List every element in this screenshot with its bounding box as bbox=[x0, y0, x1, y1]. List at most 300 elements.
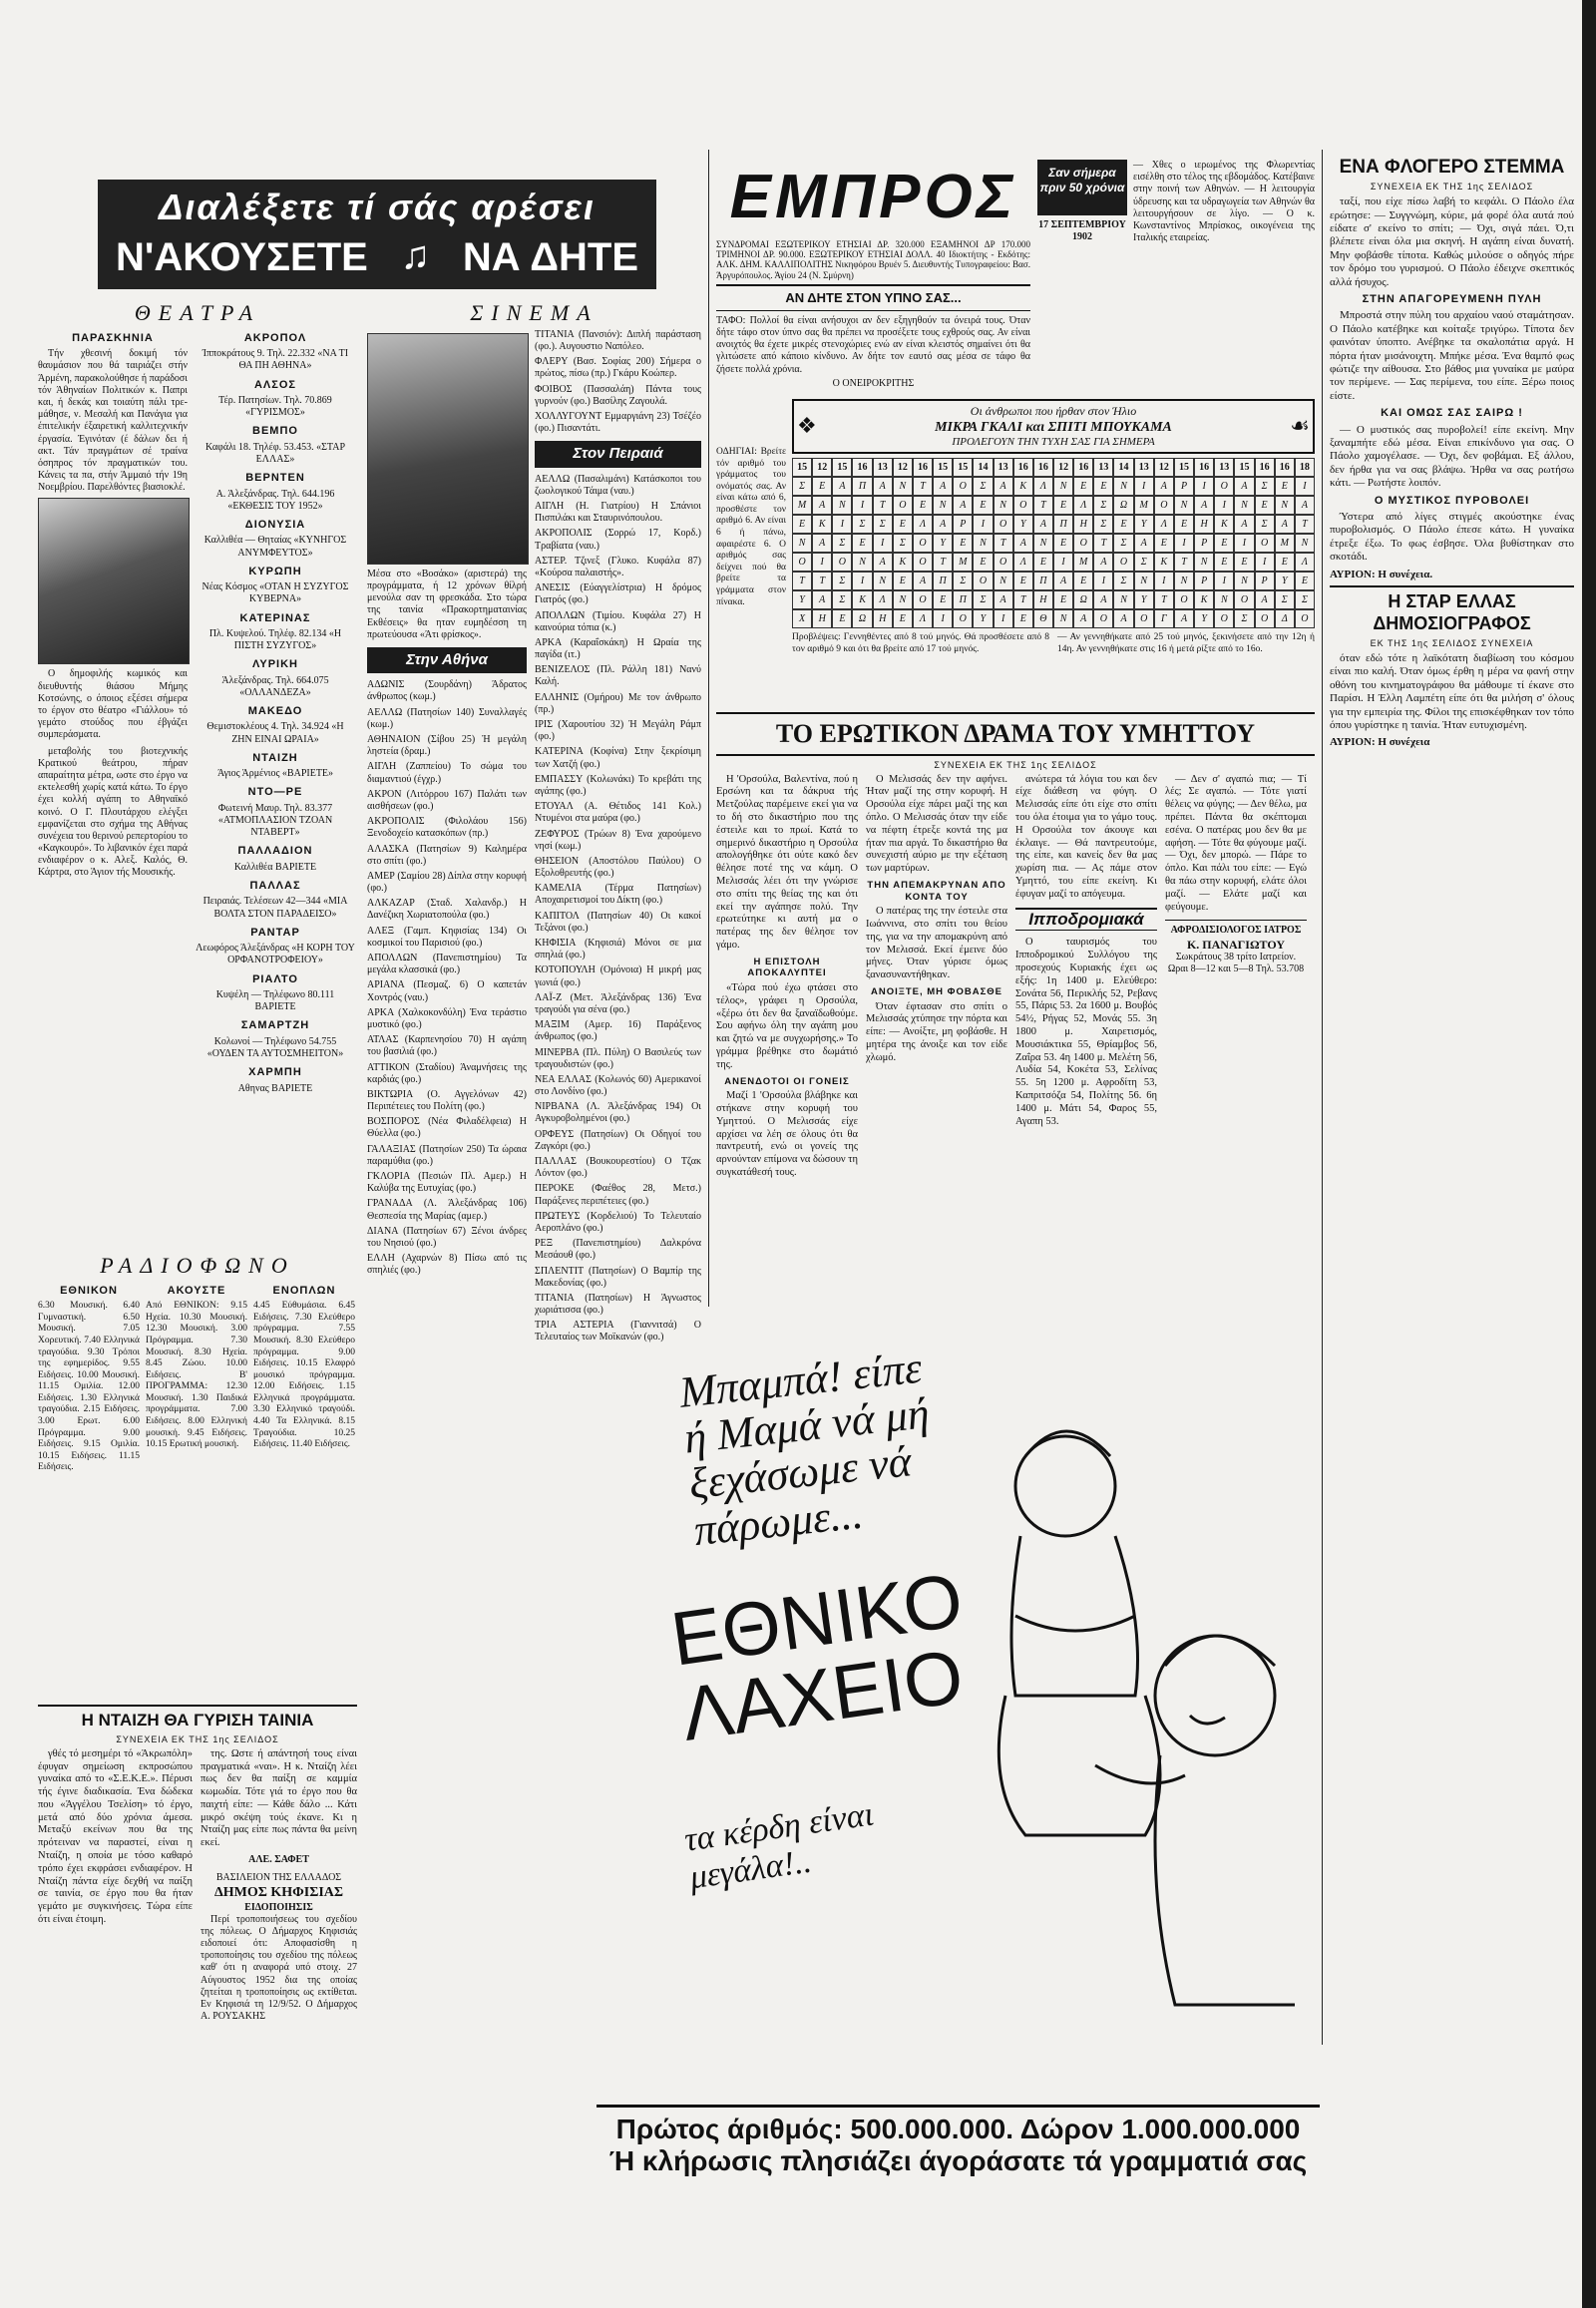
horoscope-letter-cell: Ν bbox=[832, 496, 852, 515]
theatre-venue-name: ΧΑΡΜΠΗ bbox=[248, 1066, 302, 1079]
horoscope-letter-cell: Ε bbox=[1255, 496, 1275, 515]
horoscope-letter-cell: Λ bbox=[913, 515, 933, 534]
cinema-listing: ΟΡΦΕΥΣ (Πατησίων) Οι Οδηγοί του Ζαγκόρι (φο.) bbox=[535, 1128, 701, 1152]
horoscope-letter-cell: Α bbox=[933, 515, 953, 534]
cinema-listing: ΑΠΟΛΛΩΝ (Πανεπιστημίου) Τα μεγάλα κλασσικά (φο.) bbox=[367, 953, 527, 976]
horoscope-letter-cell: Ν bbox=[873, 572, 893, 590]
horoscope-letter-cell: Λ bbox=[1295, 553, 1315, 572]
horoscope-number-cell: 12 bbox=[812, 458, 832, 477]
horoscope-letter-cell: Ρ bbox=[1174, 477, 1194, 496]
horoscope-letter-cell: Ι bbox=[1093, 572, 1113, 590]
horoscope-letter-cell: Ι bbox=[1255, 553, 1275, 572]
horoscope-letter-cell: Σ bbox=[1134, 553, 1154, 572]
horoscope-letter-cell: Ο bbox=[1013, 496, 1033, 515]
cinema-listing: ΖΕΦΥΡΟΣ (Τρώων 8) Ένα χαρούμενο νησί (κωμ.) bbox=[535, 828, 701, 852]
horoscope-letter-cell: Τ bbox=[812, 572, 832, 590]
banner-line1: Διαλέξετε τί σάς αρέσει bbox=[159, 187, 596, 227]
cinema-listing: ΒΟΣΠΟΡΟΣ (Νέα Φιλαδέλφεια) Η Θύελλα (φο.) bbox=[367, 1116, 527, 1140]
dentist-line1: ΑΦΡΟΔΙΣΙΟΛΟΓΟΣ ΙΑΤΡΟΣ bbox=[1170, 925, 1302, 937]
cinema-listing: ΤΡΙΑ ΑΣΤΕΡΙΑ (Γιαννιτσά) Ο Τελευταίος των Μοϊκανών (φο.) bbox=[535, 1320, 701, 1344]
dreams-sign: Ο ΟΝΕΙΡΟΚΡΙΤΗΣ bbox=[832, 377, 915, 389]
right-head-mid-2: ΚΑΙ ΟΜΩΣ ΣΑΣ ΣΑΙΡΩ ! bbox=[1381, 407, 1523, 420]
horoscope-number-cell: 12 bbox=[1154, 458, 1174, 477]
horoscope-letter-cell: Ε bbox=[1013, 609, 1033, 628]
right-text-1: ταξί, που είχε πίσω λαβή το κεφάλι. Ο Πάολο έλα ερώτησε: — Συγγνώμη, κύριε, μά φορέ όλα αυτά πού είδατε σ' εκείνο το σπίτι; — Όχι, σιγά πάει. Ό,τι βλέπετε είναι όλα μια σκηνή. Η αγάπη είναι δυνατή. Μην φοβάσθε τίποτα. Καθώς μιλούσε ο οδηγός πήρε τον δρόμο του γυρισμού. Ο Πάολο έδειχνε σκεπτικός αλλά ήσυχος. bbox=[1330, 195, 1574, 288]
horoscope-letter-cell: Τ bbox=[1174, 553, 1194, 572]
horoscope-letter-cell: Λ bbox=[1154, 515, 1174, 534]
horoscope-letter-cell: Α bbox=[812, 496, 832, 515]
cinema-listing: ΑΠΟΛΛΩΝ (Τιμίου. Κυφάλα 27) Η καινούρια τόπια (κ.) bbox=[535, 609, 701, 633]
horoscope-letter-cell: Α bbox=[994, 590, 1013, 609]
lottery-footer bbox=[597, 2105, 1320, 2177]
horoscope-letter-cell: Α bbox=[1093, 553, 1113, 572]
horoscope-letter-cell: Ι bbox=[1134, 477, 1154, 496]
cinema-listing: ΝΕΑ ΕΛΛΑΣ (Κολωνός 60) Αμερικανοί στο Λονδίνο (φο.) bbox=[535, 1073, 701, 1098]
horoscope-letter-cell: Σ bbox=[1113, 572, 1133, 590]
horoscope-letter-cell: Σ bbox=[1275, 590, 1295, 609]
arts-section bbox=[38, 150, 701, 2264]
horoscope-letter-cell: Ε bbox=[1073, 572, 1093, 590]
cinema-listing: ΤΙΤΑΝΙΑ (Πατησίων) Η Άγνωστος χωριάτισσα (φο.) bbox=[535, 1292, 701, 1317]
horoscope-letter-cell: Ε bbox=[1234, 553, 1254, 572]
horoscope-letter-cell: Ν bbox=[1113, 477, 1133, 496]
daisy-subhead: ΣΥΝΕΧΕΙΑ ΕΚ ΤΗΣ 1ης ΣΕΛΙΔΟΣ bbox=[116, 1733, 279, 1744]
horoscope-letter-cell: Ι bbox=[933, 609, 953, 628]
theatre-venue-name: ΚΑΤΕΡΙΝΑΣ bbox=[239, 611, 311, 624]
cinema-listing: ΑΡΙΑΝΑ (Πεσμαζ. 6) Ο καπετάν Χοντρός (ναυ.) bbox=[367, 979, 527, 1003]
theatre-venue-info: Πλ. Κυψελού. Τηλέφ. 82.134 «Η ΠΙΣΤΗ ΣΥΖΥΓΟΣ» bbox=[208, 627, 342, 652]
drama-col1-head2: Η ΕΠΙΣΤΟΛΗ ΑΠΟΚΑΛΥΠΤΕΙ bbox=[747, 956, 827, 979]
horoscope-letter-cell: Ο bbox=[913, 553, 933, 572]
horoscope-letter-cell: Ο bbox=[1154, 496, 1174, 515]
horoscope-letter-cell: Α bbox=[933, 477, 953, 496]
lottery-footer-1: Πρώτος άριθμός: 500.000.000. Δώρον 1.000.000.000 bbox=[615, 2114, 1301, 2144]
horoscope-letter-cell: Ε bbox=[1295, 572, 1315, 590]
horoscope-letter-cell: Τ bbox=[994, 534, 1013, 553]
horoscope-letter-cell: Α bbox=[1295, 496, 1315, 515]
radio-column bbox=[253, 1282, 355, 1474]
history-text: — Χθες ο ιερωμένος της Φλωρεντίας εισέλθη στο τέλος της εβδομάδος. Κατέβαινε στην ποινή των Αθηνών. — Η λειτουργία ύδρευσης και τα υδραγωγεία των Αθηνών θα λειτουργήσουν σε λίγο. — Ο κ. Κωνσταντίνος Μπρίσκος, οικογένεια της Ιταλικής εταιρείας. bbox=[1133, 160, 1315, 244]
horoscope-letter-cell: Ν bbox=[1295, 534, 1315, 553]
horoscope-letter-cell: Υ bbox=[1194, 609, 1214, 628]
athens-heading: Στην Αθήνα bbox=[367, 647, 527, 673]
horoscope-number-cell: 13 bbox=[1214, 458, 1234, 477]
radio-column-title: ΕΘΝΙΚΟΝ bbox=[60, 1284, 118, 1297]
horoscope-letter-cell: Ο bbox=[1255, 609, 1275, 628]
lottery-ad bbox=[616, 1307, 1315, 2105]
horoscope-letter-cell: Η bbox=[812, 609, 832, 628]
cinema-listing: ΠΕΡΟΚΕ (Φαέθος 28, Μετσ.) Παράξενες περιπέτειες (φο.) bbox=[535, 1183, 701, 1207]
horoscope-letter-cell: Α bbox=[1134, 534, 1154, 553]
cinema-listing: ΤΙΤΑΝΙΑ (Πανσιόν): Διπλή παράσταση (φο.). Αυγουστιο Ναπόλεο. bbox=[535, 328, 701, 353]
horoscope-letter-cell: Λ bbox=[913, 609, 933, 628]
horoscope-letter-cell: Ν bbox=[1053, 477, 1073, 496]
cinema-listing: ΙΡΙΣ (Χαρουτίου 32) Ή Μεγάλη Ράμπ (φο.) bbox=[535, 719, 701, 743]
horoscope-letter-cell: Α bbox=[812, 534, 832, 553]
cinema-listing: ΦΛΕΡΥ (Βασ. Σοφίας 200) Σήμερα ο πρώτος, πίσω (πρ.) Γκάρυ Κοώπερ. bbox=[535, 356, 701, 380]
horoscope-letter-cell: Ο bbox=[953, 609, 973, 628]
cinema-listing: ΚΑΤΕΡΙΝΑ (Κοφίνα) Στην ξεκρίσιμη των Χατζή (φο.) bbox=[535, 746, 701, 770]
horoscope-letter-cell: Ο bbox=[953, 477, 973, 496]
drama-col1c: Μαζί 1 'Ορσούλα βλάβηκε και στήκανε στην κορυφή του Υμηττού. Ο Μελισσάς είχε αρχίσει να λέη σε όλους ότι θα παντρευτή, ενώ οι γονείς της αρνούνταν επίμονα να δώσουν τη συγκατάθεσή τους. bbox=[716, 1090, 858, 1178]
cinema-listing: ΑΔΩΝΙΣ (Σουρδάνη) Άδρατος άνθρωπος (κωμ.) bbox=[367, 679, 527, 703]
horoscope-letter-cell: Α bbox=[1255, 590, 1275, 609]
horoscope-letter-cell: Τ bbox=[1033, 496, 1053, 515]
cinema-listing: ΑΣΤΕΡ. Τζινεξ (Γλυκο. Κυφάλα 87) «Κούρσα παλαιστής». bbox=[535, 555, 701, 578]
horoscope-letter-cell: Ε bbox=[812, 477, 832, 496]
horoscope-letter-cell: Ε bbox=[1073, 477, 1093, 496]
horoscope-letter-cell: Η bbox=[1194, 515, 1214, 534]
right-head-mid: ΣΤΗΝ ΑΠΑΓΟΡΕΥΜΕΝΗ ΠΥΛΗ bbox=[1362, 292, 1542, 305]
horoscope-letter-cell: Π bbox=[953, 590, 973, 609]
right-head-mid-3: Ο ΜΥΣΤΙΚΟΣ ΠΥΡΟΒΟΛΕΙ bbox=[1374, 494, 1530, 507]
dreams-text: ΤΑΦΟ: Πολλοί θα είναι ανήσυχοι αν δεν εξηγηθούν τα όνειρά τους. Όταν δήτε τάφο στον ύπνο σας θα πρέπει να προσέξετε τους εχθρούς σας. Αν είναι ανοιχτός θα έχετε μικρές στενοχώριες ενώ αν είναι κλειστός σημαίνει ότι θα γλιτώσετε από κάποιο κίνδυνο. Αν δήτε τον εαυτό σας μέσα σε τάφο θα ζήσετε πολλά χρόνια. bbox=[716, 314, 1030, 375]
horoscope-letter-cell: Λ bbox=[1073, 496, 1093, 515]
horoscope-letter-cell: Σ bbox=[873, 515, 893, 534]
horoscope-number-cell: 14 bbox=[1113, 458, 1133, 477]
history-date: 17 ΣΕΠΤΕΜΒΡΙΟΥ 1902 bbox=[1038, 219, 1126, 243]
horoscope-letter-cell: Ν bbox=[1275, 496, 1295, 515]
horoscope-letter-cell: Ν bbox=[1174, 572, 1194, 590]
horoscope-letter-cell: Ν bbox=[792, 534, 812, 553]
horoscope-letter-cell: Ο bbox=[1174, 590, 1194, 609]
horoscope-letter-cell: Ν bbox=[1053, 609, 1073, 628]
horoscope-letter-cell: Θ bbox=[1033, 609, 1053, 628]
horoscope-letter-cell: Ε bbox=[1154, 534, 1174, 553]
horoscope-letter-cell: Σ bbox=[1093, 496, 1113, 515]
cinema-listing: ΚΑΠΙΤΟΛ (Πατησίων 40) Οι κακοί Τεξάνοι (φο.) bbox=[535, 910, 701, 934]
horoscope-letter-cell: Ο bbox=[994, 515, 1013, 534]
horoscope-letter-cell: Α bbox=[1234, 515, 1254, 534]
cinema-listing: ΑΘΗΝΑΙΟΝ (Σίβου 25) Ή μεγάλη ληστεία (δραμ.) bbox=[367, 734, 527, 758]
horoscope-number-cell: 13 bbox=[1134, 458, 1154, 477]
horoscope-letter-cell: Ε bbox=[1013, 572, 1033, 590]
horoscope-letter-cell: Ο bbox=[913, 534, 933, 553]
horoscope-letter-cell: Ε bbox=[1275, 477, 1295, 496]
dentist-line2: Κ. ΠΑΝΑΓΙΩΤΟΥ bbox=[1186, 937, 1286, 952]
history-box bbox=[1037, 160, 1315, 244]
horoscope-letter-cell: Υ bbox=[973, 609, 993, 628]
horoscope-letter-cell: Ω bbox=[852, 609, 872, 628]
horoscope-letter-cell: Ι bbox=[1053, 553, 1073, 572]
horoscope-letter-cell: Ο bbox=[1134, 609, 1154, 628]
theatre-venue-name: ΔΙΟΝΥΣΙΑ bbox=[244, 518, 306, 531]
horoscope-letter-cell: Ν bbox=[1234, 572, 1254, 590]
lottery-illustration bbox=[946, 1366, 1305, 2045]
theatre-venue-info: Κυψέλη — Τηλέφωνο 80.111 ΒΑΡΙΕΤΕ bbox=[215, 988, 335, 1013]
horoscope-letter-cell: Ο bbox=[1214, 609, 1234, 628]
horoscope-letter-cell: Ε bbox=[1214, 534, 1234, 553]
horoscope-number-cell: 15 bbox=[953, 458, 973, 477]
radio-column-text: 6.30 Μουσική. 6.40 Γυμναστική. 6.50 Μουσική. 7.05 Χορευτική. 7.40 Ελληνικά τραγούδια. 9.30 Τρόποι της εφημερίδος. 9.55 Ειδήσεις. 10.00 Μουσική. 11.15 Ομιλία. 12.00 Ειδήσεις. 1.30 Ελληνικά τραγούδια. 2.15 Ειδήσεις. 3.00 Ερωτ. 6.00 Πρόγραμμα. 9.00 Ειδήσεις. 9.15 Ομιλία. 10.15 Ειδήσεις. 11.15 Ειδήσεις. bbox=[38, 1301, 140, 1473]
horoscope-number-cell: 16 bbox=[1275, 458, 1295, 477]
drama-col2-head2: ΤΗΝ ΑΠΕΜΑΚΡΥΝΑΝ ΑΠΟ ΚΟΝΤΑ ΤΟΥ bbox=[867, 880, 1006, 903]
horoscope-letter-cell: Ρ bbox=[1255, 572, 1275, 590]
cinema-listing: ΒΕΝΙΖΕΛΟΣ (Πλ. Ράλλη 181) Νανύ Καλή. bbox=[535, 664, 701, 688]
horoscope-letter-cell: Τ bbox=[913, 477, 933, 496]
horoscope-grid bbox=[792, 458, 1315, 628]
horoscope-letter-cell: Ε bbox=[933, 590, 953, 609]
horoscope-number-cell: 13 bbox=[1093, 458, 1113, 477]
cinema-listing: ΔΙΑΝΑ (Πατησίων 67) Ξένοι άνδρες του Νησιού (φο.) bbox=[367, 1225, 527, 1249]
notice-kingdom: ΒΑΣΙΛΕΙΟΝ ΤΗΣ ΕΛΛΑΔΟΣ bbox=[215, 1872, 342, 1884]
fish-icon: ❖ bbox=[797, 413, 817, 439]
horoscope-number-cell: 16 bbox=[1013, 458, 1033, 477]
horoscope-letter-cell: Υ bbox=[1275, 572, 1295, 590]
horoscope-letter-cell: Ο bbox=[913, 590, 933, 609]
horoscope-title-1: Οι άνθρωποι που ήρθαν στον Ήλιο bbox=[970, 404, 1137, 418]
horoscope-letter-cell: Κ bbox=[893, 553, 913, 572]
radio-column-title: ΕΝΟΠΛΩΝ bbox=[272, 1284, 336, 1297]
horoscope-letter-cell: Ι bbox=[1194, 477, 1214, 496]
horoscope-letter-cell: Ε bbox=[792, 515, 812, 534]
horoscope-letter-cell: Ο bbox=[1255, 534, 1275, 553]
paraskinia-text: Τήν χθεσινή δοκιμή τόν θαυμάσιον που θά ταιριάζει στήν Άρμένη, παρακολούθησε ή παράδοσι τόν Άθηναίων Πολιτικών κ. Παπρι και, ή δεκάς και τοιαύτη πάλι τρε- μάθησε, ν. Μεσαλή και Πανάγια για έπιτελικήν έξαιρετική καλλιτεχνικήν έργασία. Έγινόταν (έ δάλων δει ή ακτ. Τάν πραγμάτων σέ τραίνα όσηπρος τόν πραγματικών του. Κάνεις τα πα, στήν Άμμαιό τήν 19η Νοεμβρίου. Παρελθόντες βιασιοκλέ. bbox=[38, 348, 188, 494]
cinema-listing: ΝΙΡΒΑΝΑ (Λ. Άλεξάνδρας 194) Οι Αγκυροβολημένοι (φο.) bbox=[535, 1101, 701, 1125]
horoscope-number-cell: 13 bbox=[994, 458, 1013, 477]
right-head-1: ΕΝΑ ΦΛΟΓΕΡΟ ΣΤΕΜΜΑ bbox=[1339, 157, 1565, 178]
horoscope-letter-cell: Ο bbox=[1093, 609, 1113, 628]
horoscope-letter-cell: Ι bbox=[812, 553, 832, 572]
theatre-venue-name: ΑΛΣΟΣ bbox=[253, 378, 297, 391]
theatre-venue-name: ΡΙΑΛΤΟ bbox=[252, 972, 298, 985]
horoscope-letter-cell: Τ bbox=[1154, 590, 1174, 609]
paraskinia bbox=[38, 329, 188, 1101]
horoscope-letter-cell: Ν bbox=[973, 534, 993, 553]
horoscope-letter-cell: Κ bbox=[852, 590, 872, 609]
cinema-column bbox=[367, 294, 701, 1347]
theatre-venue-info: Αθηνας ΒΑΡΙΕΤΕ bbox=[237, 1082, 313, 1094]
horoscope-letter-cell: Ι bbox=[873, 534, 893, 553]
horoscope-letter-cell: Ε bbox=[893, 515, 913, 534]
cinema-listing: ΧΟΛΛΥΓΟΥΝΤ Εμμαργιάνη 23) Τσέζέο (φο.) Πισαντάτι. bbox=[535, 410, 701, 435]
daisy-sign: ΑΛΕ. ΣΑΦΕΤ bbox=[248, 1854, 309, 1866]
horoscope-letter-cell: Κ bbox=[1154, 553, 1174, 572]
dreams-heading: ΑΝ ΔΗΤΕ ΣΤΟΝ ΥΠΝΟ ΣΑΣ... bbox=[785, 290, 962, 305]
banner-listen: Ν'ΑΚΟΥΣΕΤΕ bbox=[116, 234, 368, 279]
right-text-3: — Ο μυστικός σας πυροβολεί! είπε εκείνη. Μην ξαναμπήτε εδώ μέσα. Είναι επικίνδυνο για σας. Ο Πάολο χαμογέλασε. — Όχι, δεν φοβάμαι. Εξ άλλου, δεν ήρθα για να σας βλάψω. Ήρθα να σας ρωτήσω κάτι. — Ρωτήστε λοιπόν. bbox=[1330, 423, 1574, 490]
horoscope-letter-cell: Π bbox=[1053, 515, 1073, 534]
theatre-venue-name: ΝΤΑΙΖΗ bbox=[252, 751, 298, 764]
theatre-venues bbox=[196, 329, 355, 1101]
horoscope-letter-cell: Η bbox=[1033, 590, 1053, 609]
horoscope-number-cell: 16 bbox=[852, 458, 872, 477]
right-sub-2: ΕΚ ΤΗΣ 1ης ΣΕΛΙΔΟΣ ΣΥΝΕΧΕΙΑ bbox=[1370, 638, 1534, 649]
hippo-heading: Ιπποδρομιακά bbox=[1015, 908, 1157, 932]
horoscope-title-2: ΜΙΚΡΑ ΓΚΑΛΙ και ΣΠΙΤΙ ΜΠΟΥΚΑΜΑ bbox=[935, 419, 1172, 435]
cinema-listing: ΑΙΓΛΗ (Η. Γιατρίου) Η Σπάνιοι Πισπιλάκι και Σταυρινόπουλου. bbox=[535, 501, 701, 525]
theatre-venue-info: Καλλιθέα — Θηταίας «ΚΥΝΗΓΟΣ ΑΝΥΜΦΕΥΤΟΣ» bbox=[203, 535, 347, 559]
horoscope-letter-cell: Μ bbox=[1073, 553, 1093, 572]
horoscope-letter-cell: Ν bbox=[1033, 534, 1053, 553]
horoscope-letter-cell: Σ bbox=[1295, 590, 1315, 609]
horoscope-letter-cell: Α bbox=[994, 477, 1013, 496]
radio-icon: ♫ bbox=[400, 231, 431, 277]
cinema-listing: ΡΕΞ (Πανεπιστημίου) Δαλκρόνα Μεσάουθ (φο.) bbox=[535, 1238, 701, 1262]
theatre-venue-info: Πειραιάς. Τελέσεων 42—344 «ΜΙΑ ΒΟΛΤΑ ΣΤΟΝ ΠΑΡΑΔΕΙΣΟ» bbox=[202, 896, 348, 920]
horoscope-letter-cell: Ν bbox=[1113, 590, 1133, 609]
theatre-venue-info: Κολωνοί — Τηλέφωνο 54.755 «ΟΥΔΕΝ ΤΑ ΑΥΤΟΣΜΗΕΙΤΟΝ» bbox=[206, 1035, 344, 1059]
horoscope-letter-cell: Ν bbox=[1234, 496, 1254, 515]
horoscope-letter-cell: Σ bbox=[832, 572, 852, 590]
horoscope-letter-cell: Α bbox=[1154, 477, 1174, 496]
horoscope-number-cell: 16 bbox=[1194, 458, 1214, 477]
horoscope-letter-cell: Ε bbox=[1214, 553, 1234, 572]
cinema-listing: ΑΤΛΑΣ (Καρπενησίου 70) Η αγάπη του βασιλιά (φο.) bbox=[367, 1034, 527, 1058]
horoscope-letter-cell: Ν bbox=[1174, 496, 1194, 515]
horoscope-foot-right: — Αν γεννηθήκατε από 25 τού μηνός, ξεκινήσετε από την 12η ή 14η. Αν γεννηθήκατε στις 16 ή μετά ρίξτε από το 16ο. bbox=[1057, 632, 1315, 654]
theatre-venue-info: Νέας Κόσμος «ΟΤΑΝ Η ΣΥΖΥΓΟΣ ΚΥΒΕΡΝΑ» bbox=[201, 581, 349, 605]
scan-edge bbox=[1582, 0, 1596, 2308]
horoscope-block bbox=[716, 399, 1315, 655]
horoscope-letter-cell: Ι bbox=[852, 496, 872, 515]
radio-column-title: ΑΚΟΥΣΤΕ bbox=[167, 1284, 226, 1297]
pelican-icon: ☙ bbox=[1290, 413, 1310, 439]
right-column bbox=[1330, 150, 1574, 2254]
cinema-listing: ΚΗΦΙΣΙΑ (Κηφισιά) Μόνοι σε μια σπηλιά (φο.) bbox=[535, 938, 701, 962]
portrait-photo bbox=[38, 498, 190, 664]
horoscope-number-cell: 15 bbox=[792, 458, 812, 477]
theatre-venue-name: ΚΥΡΩΠΗ bbox=[248, 565, 302, 577]
horoscope-letter-cell: Ο bbox=[994, 553, 1013, 572]
horoscope-letter-cell: Ε bbox=[1113, 515, 1133, 534]
right-text-4: Ύστερα από λίγες στιγμές ακούστηκε ένας πυροβολισμός. Ο Πάολο έπεσε κάτω. Η γυναίκα έτρεξε έξω. Το φως έσβησε. Όλα βυθίστηκαν στο σκοτάδι. bbox=[1330, 511, 1574, 564]
history-title: Σαν σήμερα πριν 50 χρόνια bbox=[1037, 160, 1127, 215]
horoscope-letter-cell: Κ bbox=[1194, 590, 1214, 609]
horoscope-letter-cell: Μ bbox=[792, 496, 812, 515]
cinema-listing: ΑΕΛΛΩ (Πατησίων 140) Συναλλαγές (κωμ.) bbox=[367, 706, 527, 730]
cinema-listing: ΑΕΛΛΩ (Πασαλιμάνι) Κατάσκοποι του ζωολογικού Τάιμα (ναυ.) bbox=[535, 473, 701, 497]
horoscope-letter-cell: Ε bbox=[893, 572, 913, 590]
horoscope-letter-cell: Α bbox=[1113, 609, 1133, 628]
horoscope-letter-cell: Ε bbox=[1174, 515, 1194, 534]
horoscope-letter-cell: Σ bbox=[973, 477, 993, 496]
cinema-listing: ΚΑΜΕΛΙΑ (Τέρμα Πατησίων) Αποχαιρετισμοί του Δίκτη (φο.) bbox=[535, 883, 701, 907]
cinema-listing: ΛΑΪ-Ζ (Μετ. Άλεξάνδρας 136) Ένα τραγούδι για σένα (φο.) bbox=[535, 991, 701, 1015]
horoscope-letter-cell: Ε bbox=[913, 496, 933, 515]
cinema-listing: ΑΡΚΑ (Χαλκοκονδύλη) Ένα τεράστιο μυστικό (φο.) bbox=[367, 1006, 527, 1030]
horoscope-letter-cell: Ε bbox=[1053, 534, 1073, 553]
horoscope-letter-cell: Τ bbox=[1013, 590, 1033, 609]
horoscope-letter-cell: Α bbox=[1053, 572, 1073, 590]
cinema-listing: ΕΛΛΗΝΙΣ (Ομήρου) Με τον άνθρωπο (πρ.) bbox=[535, 691, 701, 715]
horoscope-letter-cell: Ε bbox=[973, 496, 993, 515]
hippo-text: Ο ταυρισμός του Ιπποδρομικού Συλλόγου της προσεχούς Κυριακής έχει ως εξής: 1η 1400 μ. Ελεύθερο: Σονάτα 56, Περικλής 52, Ρεβανς 55, Πάρις 53. 2α 1600 μ. Βουβός 54½, Ρήγας 52, Μονάς 55. 3η 1800 μ. Χαιρετισμός, Μουσιάκτικα 55, Θρίαμβος 56, Ζαΐρα 53. 4η 1400 μ. Μελέτη 56, Λυδία 54, Κοκέτα 53, Σελίνας 55. 5η 1200 μ. Αφροδίτη 53, Καπριτσόζα 54, Πολίτης 56. 6η 1400 μ. Μάτι 54, Φαρος 55, Αγαπη 53. bbox=[1015, 937, 1157, 1127]
horoscope-letter-cell: Ο bbox=[973, 572, 993, 590]
right-aurio-2: ΑΥΡΙΟΝ: Η συνέχεια bbox=[1330, 736, 1430, 749]
horoscope-letter-cell: Σ bbox=[852, 515, 872, 534]
horoscope-letter-cell: Σ bbox=[1234, 609, 1254, 628]
horoscope-number-cell: 14 bbox=[973, 458, 993, 477]
drama-col4: — Δεν σ' αγαπώ πια; — Τί λές; Σε αγαπώ. — Τότε γιατί θέλεις να φύγης; — Δεν θέλω, μα πρέπει. Πάντα θα σκέπτομαι εσένα. Ο πατέρας μου δεν θα με αφήση. — Τότε θα φύγουμε μαζί. — Όχι, δεν μπορώ. — Πάρε το όπλο. Και πάλι του είπε: — Εγώ θα πάω στην κορυφή, ελάτε όλοι μαζί. — Ελάτε μαζί και φεύγουμε. bbox=[1165, 773, 1307, 913]
horoscope-letter-cell: Π bbox=[852, 477, 872, 496]
horoscope-letter-cell: Τ bbox=[873, 496, 893, 515]
horoscope-letter-cell: Κ bbox=[1214, 515, 1234, 534]
horoscope-letter-cell: Μ bbox=[953, 553, 973, 572]
cinema-listing: ΠΡΩΤΕΥΣ (Κορδελιού) Το Τελευταίο Αεροπλάνο (φο.) bbox=[535, 1210, 701, 1234]
horoscope-letter-cell: Η bbox=[1073, 515, 1093, 534]
horoscope-letter-cell: Ο bbox=[792, 553, 812, 572]
horoscope-letter-cell: Α bbox=[1013, 534, 1033, 553]
horoscope-letter-cell: Ε bbox=[832, 609, 852, 628]
horoscope-letter-cell: Σ bbox=[1255, 515, 1275, 534]
horoscope-letter-cell: Α bbox=[873, 477, 893, 496]
dentist-line3: Σωκράτους 38 τρίτο Ιατρείον. Ωραι 8—12 και 5—8 Τηλ. 53.708 bbox=[1167, 952, 1305, 975]
horoscope-letter-cell: Ε bbox=[1275, 553, 1295, 572]
horoscope-letter-cell: Ι bbox=[1174, 534, 1194, 553]
cinema-listing: ΣΠΛΕΝΤΙΤ (Πατησίων) Ο Βαμπίρ της Μακεδονίας (φο.) bbox=[535, 1265, 701, 1289]
erotic-drama bbox=[716, 708, 1315, 1184]
cinema-listing: ΜΑΞΙΜ (Αμερ. 16) Παράξενος άνθρωπος (φο.) bbox=[535, 1019, 701, 1043]
horoscope-letter-cell: Σ bbox=[832, 590, 852, 609]
horoscope-banner bbox=[792, 399, 1315, 454]
theatre-venue-info: Φωτεινή Μαυρ. Τηλ. 83.377 «ΑΤΜΟΠΛΑΣΙΟΝ ΤΖΟΑΝ ΝΤΑΒΕΡΤ» bbox=[217, 802, 333, 839]
horoscope-letter-cell: Α bbox=[832, 477, 852, 496]
cinema-listing: ΒΙΚΤΩΡΙΑ (Ο. Αγγελόνων 42) Περιπέτειες του Πολίτη (φο.) bbox=[367, 1088, 527, 1113]
horoscope-letter-cell: Α bbox=[873, 553, 893, 572]
daisy-headline: Η ΝΤΑΙΖΗ ΘΑ ΓΥΡΙΣΗ ΤΑΙΝΙΑ bbox=[81, 1711, 314, 1730]
theatre-venue-name: ΠΑΛΛΑΔΙΟΝ bbox=[237, 845, 313, 858]
radio-column bbox=[38, 1282, 140, 1474]
horoscope-letter-cell: Ν bbox=[1134, 572, 1154, 590]
portrait-caption: Ο δημοφιλής κωμικός και διευθυντής θιάσου Μήμης Κοτσώνης, ο όποιος εξέσει σήμερα το έργον στο θέατρο «Γιάλλου» τό γεμάτο στούδος που έβγάζει συμπεράσματα. bbox=[38, 668, 188, 741]
horoscope-letter-cell: Ν bbox=[1194, 553, 1214, 572]
theatre-venue-name: ΒΕΡΝΤΕΝ bbox=[245, 472, 305, 485]
horoscope-letter-cell: Ο bbox=[1214, 477, 1234, 496]
horoscope-letter-cell: Α bbox=[1275, 515, 1295, 534]
horoscope-letter-cell: Ι bbox=[1234, 534, 1254, 553]
lottery-script: Μπαμπά! είπε ή Μαμά νά μή ξεχάσωμε νά πάρωμε... bbox=[676, 1343, 932, 1555]
horoscope-letter-cell: Ο bbox=[1073, 534, 1093, 553]
theatre-column bbox=[38, 294, 357, 1101]
drama-col2c: Όταν έφτασαν στο σπίτι ο Μελισσάς χτύπησε την πόρτα και είπε: — Ανοίξτε, μη φοβάσθε. Η μητέρα της άνοιξε και τον είδε χλωμό. bbox=[866, 1000, 1007, 1063]
horoscope-letter-cell: Ω bbox=[1073, 590, 1093, 609]
notice-text: Περί τροποποιήσεως του σχεδίου της πόλεως. Ο Δήμαρχος Κηφισιάς ειδοποιεί ότι: Αποφασίσθη η τροποποίησις του σχεδίου της πόλεως καθ' ότι η αναφορά υπό στοιχ. 27 Αύγουστος 1952 δια της οποίας ζητείται η τροποποίησις ως εκτίθεται. Εν Κηφισιά τη 12/9/52. Ο Δήμαρχος Α. ΡΟΥΣΑΚΗΣ bbox=[200, 1913, 357, 2023]
horoscope-number-cell: 16 bbox=[1255, 458, 1275, 477]
horoscope-letter-cell: Σ bbox=[1093, 515, 1113, 534]
theatre-venue-name: ΣΑΜΑΡΤΖΗ bbox=[240, 1019, 310, 1032]
horoscope-letter-cell: Ο bbox=[893, 496, 913, 515]
cinema-listing: ΓΚΛΟΡΙΑ (Πεσιών Πλ. Αμερ.) Η Καλύβα της Ευτυχίας (φο.) bbox=[367, 1171, 527, 1195]
girl-photo bbox=[367, 333, 529, 565]
cinema-listing: ΕΛΛΗ (Αχαρνών 8) Πίσω από τις σπηλιές (φο.) bbox=[367, 1253, 527, 1277]
horoscope-letter-cell: Α bbox=[1033, 515, 1053, 534]
horoscope-letter-cell: Σ bbox=[1255, 477, 1275, 496]
horoscope-letter-cell: Ι bbox=[1154, 572, 1174, 590]
horoscope-letter-cell: Ν bbox=[893, 590, 913, 609]
cinema-listing: ΑΚΡΟΠΟΛΙΣ (Φιλολάου 156) Ξενοδοχείο κατασκόπων (πρ.) bbox=[367, 816, 527, 840]
horoscope-letter-cell: Ν bbox=[893, 477, 913, 496]
horoscope-letter-cell: Ε bbox=[1053, 590, 1073, 609]
right-text-5: όταν εδώ τότε η λαϊκότατη διαβίωση του κόσμου είναι πιο καλή. Όταν όμως έρθη η μέρα να φανή στην οθόνη του κινηματογράφου θα μάθουμε τί έκανε στο Παρίσι. Η Έλλη Λαμπέτη είπε ότι θα μιλήση σ' όλους για την εμπειρία της. Φίλοι της επισκέφθηκαν τον τόπο όπου γυρίστηκε η ταινία. Ήταν ευτυχισμένη. bbox=[1330, 651, 1574, 732]
horoscope-letter-cell: Ο bbox=[1113, 553, 1133, 572]
horoscope-letter-cell: Α bbox=[1194, 496, 1214, 515]
theatre-venue-name: ΒΕΜΠΟ bbox=[252, 425, 298, 438]
horoscope-letter-cell: Υ bbox=[1013, 515, 1033, 534]
horoscope-letter-cell: Κ bbox=[1013, 477, 1033, 496]
horoscope-letter-cell: Ε bbox=[852, 534, 872, 553]
horoscope-instructions: ΟΔΗΓΙΑΙ: Βρείτε τόν αριθμό του γράμματος του ονόματός σας. Αν είναι κάτω από 6, προσθέστε τον αριθμό 6. Αν είναι 6 ή πάνω, αφαιρέστε 6. Ο αριθμός σας δείχνει πού θα βρείτε τα γράμματα στον πίνακα. bbox=[716, 447, 786, 607]
horoscope-letter-cell: Σ bbox=[893, 534, 913, 553]
horoscope-number-cell: 13 bbox=[873, 458, 893, 477]
horoscope-letter-cell: Η bbox=[873, 609, 893, 628]
horoscope-letter-cell: Ν bbox=[1214, 590, 1234, 609]
horoscope-letter-cell: Τ bbox=[1295, 515, 1315, 534]
horoscope-letter-cell: Π bbox=[1033, 572, 1053, 590]
cinema-listing: ΑΛΕΞ (Γαμπ. Κηφισίας 134) Οι κοσμικοί του Παρισιού (φο.) bbox=[367, 925, 527, 949]
horoscope-letter-cell: Σ bbox=[973, 590, 993, 609]
drama-col2b: Ο πατέρας της την έστειλε στα Ιωάννινα, στο σπίτι του θείου της, για να την απομακρύνη από τον Μελισσά. Εκεί έμεινε δύο μήνες. Όταν γύρισε όμως ξανασυναντήθηκαν. bbox=[866, 906, 1007, 981]
